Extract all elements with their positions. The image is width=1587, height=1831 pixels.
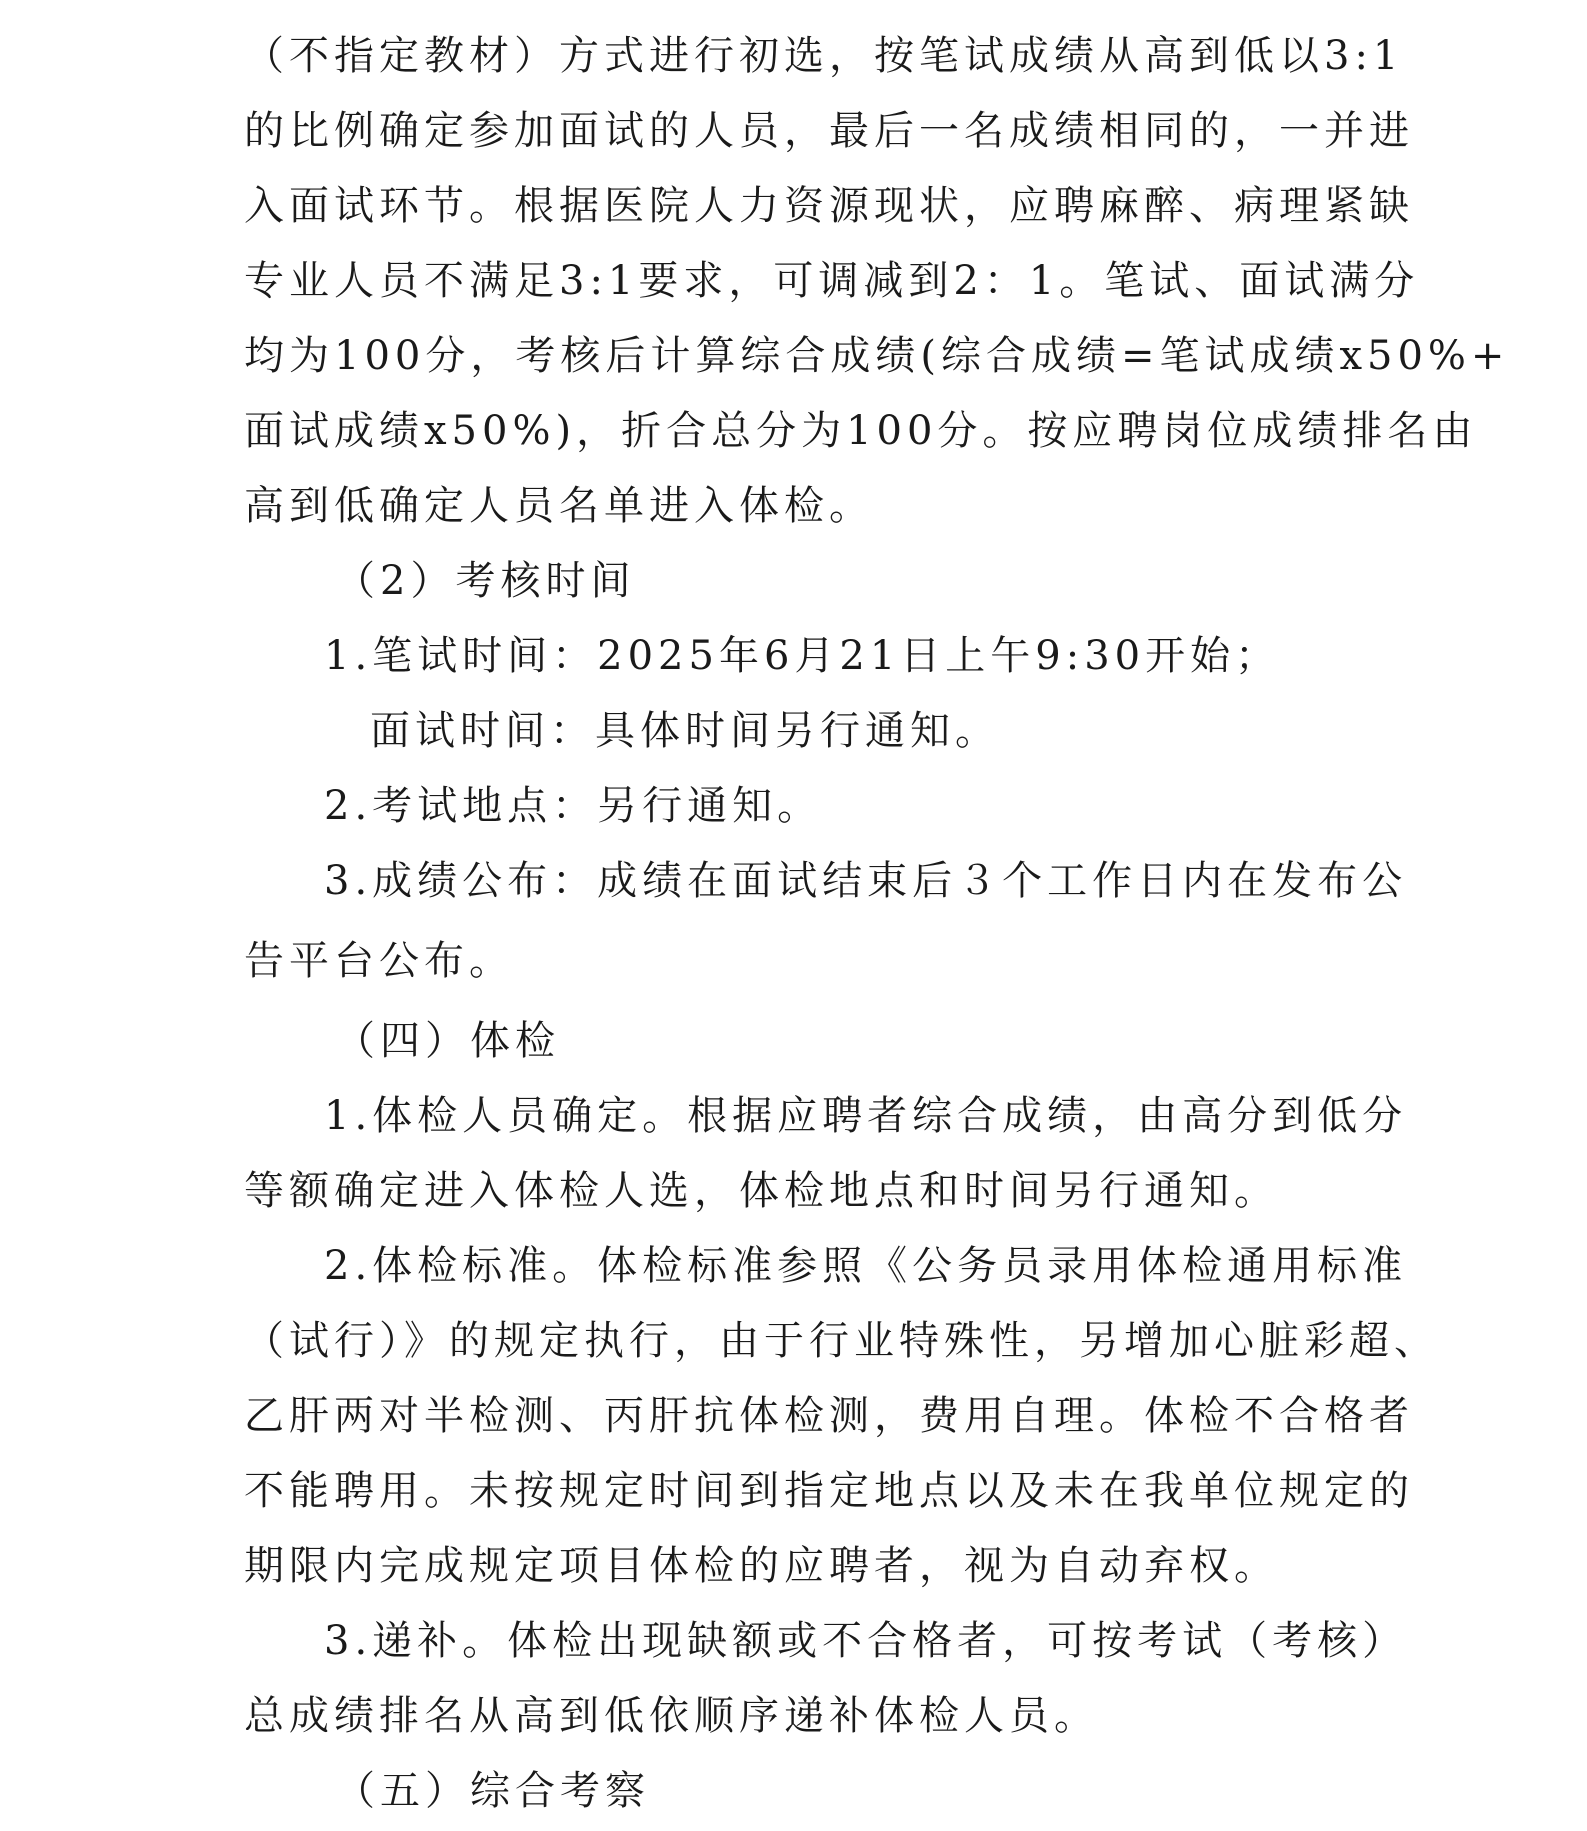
paragraph-line: （不指定教材）方式进行初选，按笔试成绩从高到低以3:1 [244,33,1404,79]
subsection-heading-exam-time: （2）考核时间 [335,558,636,604]
paragraph-line: 面试成绩x50%)，折合总分为100分。按应聘岗位成绩排名由 [244,408,1478,454]
section-heading-physical-exam: （四）体检 [335,1018,560,1064]
paragraph-line: 专业人员不满足3:1要求，可调减到2：1。笔试、面试满分 [244,258,1420,304]
list-item-exam-location: 2.考试地点：另行通知。 [324,783,823,829]
paragraph-line: 高到低确定人员名单进入体检。 [244,483,874,529]
list-item-interview-time: 面试时间：具体时间另行通知。 [370,708,1000,754]
paragraph-line: 的比例确定参加面试的人员，最后一名成绩相同的，一并进 [244,108,1414,154]
paragraph-line: 总成绩排名从高到低依顺序递补体检人员。 [244,1693,1099,1739]
list-item-replacement: 3.递补。体检出现缺额或不合格者，可按考试（考核） [324,1618,1408,1664]
paragraph-line: 等额确定进入体检人选，体检地点和时间另行通知。 [244,1168,1279,1214]
list-item-exam-candidates: 1.体检人员确定。根据应聘者综合成绩，由高分到低分 [324,1093,1408,1139]
paragraph-line: 告平台公布。 [244,938,514,984]
paragraph-line: （试行）》的规定执行，由于行业特殊性，另增加心脏彩超、 [244,1318,1439,1364]
list-item-exam-standard: 2.体检标准。体检标准参照《公务员录用体检通用标准 [324,1243,1408,1289]
paragraph-line: 期限内完成规定项目体检的应聘者，视为自动弃权。 [244,1543,1279,1589]
paragraph-line: 乙肝两对半检测、丙肝抗体检测，费用自理。体检不合格者 [244,1393,1414,1439]
paragraph-line: 不能聘用。未按规定时间到指定地点以及未在我单位规定的 [244,1468,1414,1514]
list-item-written-exam-time: 1.笔试时间：2025年6月21日上午9:30开始； [324,633,1281,679]
list-item-results-announcement: 3.成绩公布：成绩在面试结束后３个工作日内在发布公 [324,858,1408,904]
paragraph-line: 均为100分，考核后计算综合成绩(综合成绩=笔试成绩x50%+ [244,333,1510,379]
section-heading-comprehensive-review: （五）综合考察 [335,1768,650,1814]
paragraph-line: 入面试环节。根据医院人力资源现状，应聘麻醉、病理紧缺 [244,183,1414,229]
